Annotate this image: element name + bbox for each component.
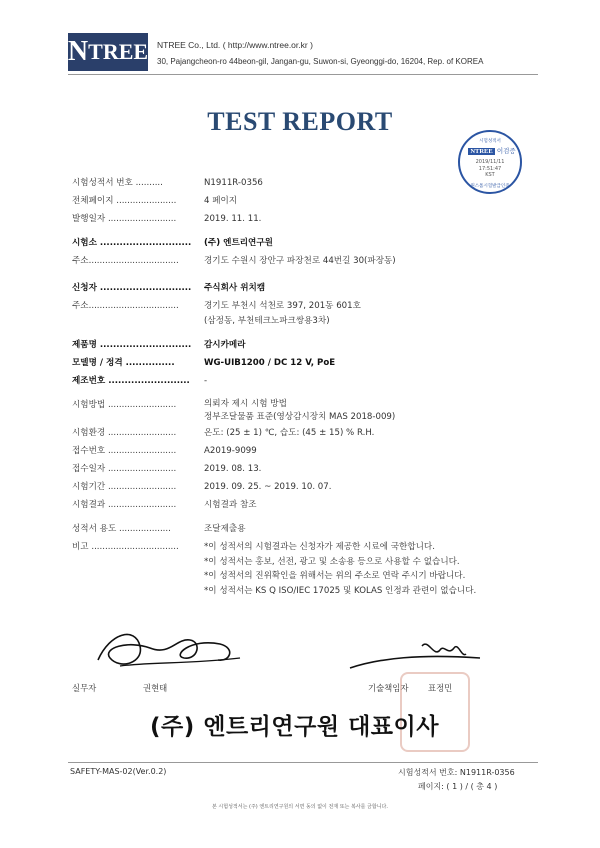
copyright-note: 본 시험성적서는 (주) 엔트리연구원의 서면 동의 없이 전재 또는 복사를 금합니다. <box>212 804 388 810</box>
company-line <box>157 40 313 50</box>
form-code: SAFETY-MAS-02(Ver.0.2) <box>70 767 167 776</box>
company-logo <box>68 33 148 71</box>
tech-signature <box>330 628 490 678</box>
page-title: TEST REPORT <box>207 107 393 136</box>
field-value: 온도: (25 ± 1) ℃, 습도: (45 ± 15) % R.H. <box>204 428 375 438</box>
field-product <box>72 338 542 353</box>
organization-signature: (주) 엔트리연구원 대표이사 <box>150 714 439 740</box>
staff-name: 권현태 <box>143 683 168 693</box>
field-applicant <box>72 281 542 296</box>
field-label: 제조번호 ......................... <box>72 376 190 386</box>
company-name: NTREE Co., Ltd. <box>157 40 221 50</box>
field-test-env <box>72 426 542 441</box>
field-value: N1911R-0356 <box>204 178 263 188</box>
field-label: 시험소 ............................ <box>72 238 192 248</box>
field-label: 시험방법 ......................... <box>72 400 177 410</box>
method-line-2: 정부조달물품 표준(영상감시장치 MAS 2018-009) <box>204 412 396 422</box>
field-label: 접수일자 ......................... <box>72 464 177 474</box>
field-value: 4 페이지 <box>204 196 238 206</box>
remark-line: *이 성적서는 KS Q ISO/IEC 17025 및 KOLAS 인정과 관련이 없습니다. <box>204 585 477 596</box>
seal-brand: NTREE <box>470 148 493 155</box>
field-receipt-no <box>72 444 542 459</box>
field-remarks <box>72 540 542 598</box>
field-test-period <box>72 480 542 495</box>
staff-label: 실무자 <box>72 683 97 693</box>
field-value: 2019. 11. 11. <box>204 214 262 224</box>
field-value: 조달제출용 <box>204 524 246 534</box>
field-label: 전체페이지 ...................... <box>72 196 177 206</box>
field-applicant-address <box>72 299 542 329</box>
header-divider <box>68 74 538 75</box>
field-report-no <box>72 176 542 191</box>
field-value: A2019-9099 <box>204 446 257 456</box>
company-address: 30, Pajangcheon-ro 44beon-gil, Jangan-gu, Suwon-si, Gyeonggi-do, 16204, Rep. of KOREA <box>157 57 484 66</box>
remark-line: *이 성적서의 시험결과는 신청자가 제공한 시료에 국한합니다. <box>204 542 435 552</box>
address-line-1: 경기도 부천시 석천로 397, 201동 601호 <box>204 301 361 311</box>
staff-signature <box>80 618 260 678</box>
field-label: 시험성적서 번호 .......... <box>72 178 163 188</box>
logo-initial: N <box>67 36 89 67</box>
report-fields <box>72 176 542 598</box>
field-value: 2019. 09. 25. ~ 2019. 10. 07. <box>204 482 332 492</box>
seal-time: 17:51:47 <box>478 165 502 172</box>
field-value: 주식회사 위치캠 <box>204 283 266 293</box>
field-lab-address <box>72 254 542 269</box>
field-label: 성적서 용도 ................... <box>72 524 171 534</box>
logo-text: TREE <box>88 39 149 64</box>
seal-top: 시험성적서 <box>479 139 501 144</box>
remark-line: *이 성적서는 홍보, 선전, 광고 및 소송용 등으로 사용할 수 없습니다. <box>204 556 460 567</box>
field-label: 비고 ................................ <box>72 542 179 552</box>
field-value: WG-UIB1200 / DC 12 V, PoE <box>204 358 336 368</box>
field-label: 시험결과 ......................... <box>72 500 177 510</box>
field-test-method <box>72 398 542 424</box>
field-label: 모델명 / 정격 ............... <box>72 358 175 368</box>
field-label: 주소................................. <box>72 256 179 266</box>
footer-divider <box>68 762 538 763</box>
field-value: 감시카메라 <box>204 340 246 350</box>
company-url[interactable]: ( http://www.ntree.or.kr ) <box>222 40 313 50</box>
field-value: 2019. 08. 13. <box>204 464 262 474</box>
field-value: - <box>204 376 208 386</box>
seal-bottom: 원스톱시험발급인증 <box>470 184 510 189</box>
footer-report-no: 시험성적서 번호: N1911R-0356 <box>398 768 515 777</box>
field-label: 주소................................. <box>72 301 179 311</box>
field-issue-date <box>72 212 542 227</box>
remarks-list <box>204 540 542 598</box>
field-label: 제품명 ............................ <box>72 340 192 350</box>
tech-name: 표정민 <box>428 683 453 693</box>
field-label: 시험기간 ......................... <box>72 482 177 492</box>
field-value: 시험결과 참조 <box>204 500 257 510</box>
field-value <box>204 398 542 424</box>
field-test-result <box>72 498 542 513</box>
field-usage <box>72 522 542 537</box>
field-value <box>204 299 542 329</box>
seal-date: 2019/11/11 <box>475 159 505 165</box>
field-value: (주) 엔트리연구원 <box>204 238 273 248</box>
field-serial <box>72 374 542 389</box>
seal-brand-suffix: 이검증 <box>496 147 516 155</box>
field-value: 경기도 수원시 장안구 파장천로 44번길 30(파장동) <box>204 256 396 266</box>
field-label: 접수번호 ......................... <box>72 446 177 456</box>
field-model <box>72 356 542 371</box>
field-receipt-date <box>72 462 542 477</box>
field-label: 신청자 ............................ <box>72 283 192 293</box>
method-line-1: 의뢰자 제시 시험 방법 <box>204 399 287 409</box>
seal-brand-line <box>464 146 520 155</box>
remark-line: *이 성적서의 진위확인을 위해서는 위의 주소로 연락 주시기 바랍니다. <box>204 571 466 581</box>
field-label: 시험환경 ......................... <box>72 428 177 438</box>
field-total-pages <box>72 194 542 209</box>
field-lab <box>72 236 542 251</box>
seal-tz: KST <box>485 172 495 178</box>
field-label: 발행일자 ......................... <box>72 214 177 224</box>
tech-label: 기술책임자 <box>368 683 409 693</box>
footer-page: 페이지: ( 1 ) / ( 총 4 ) <box>418 782 498 791</box>
address-line-2: (삼정동, 부천테크노파크쌍용3차) <box>204 316 330 326</box>
